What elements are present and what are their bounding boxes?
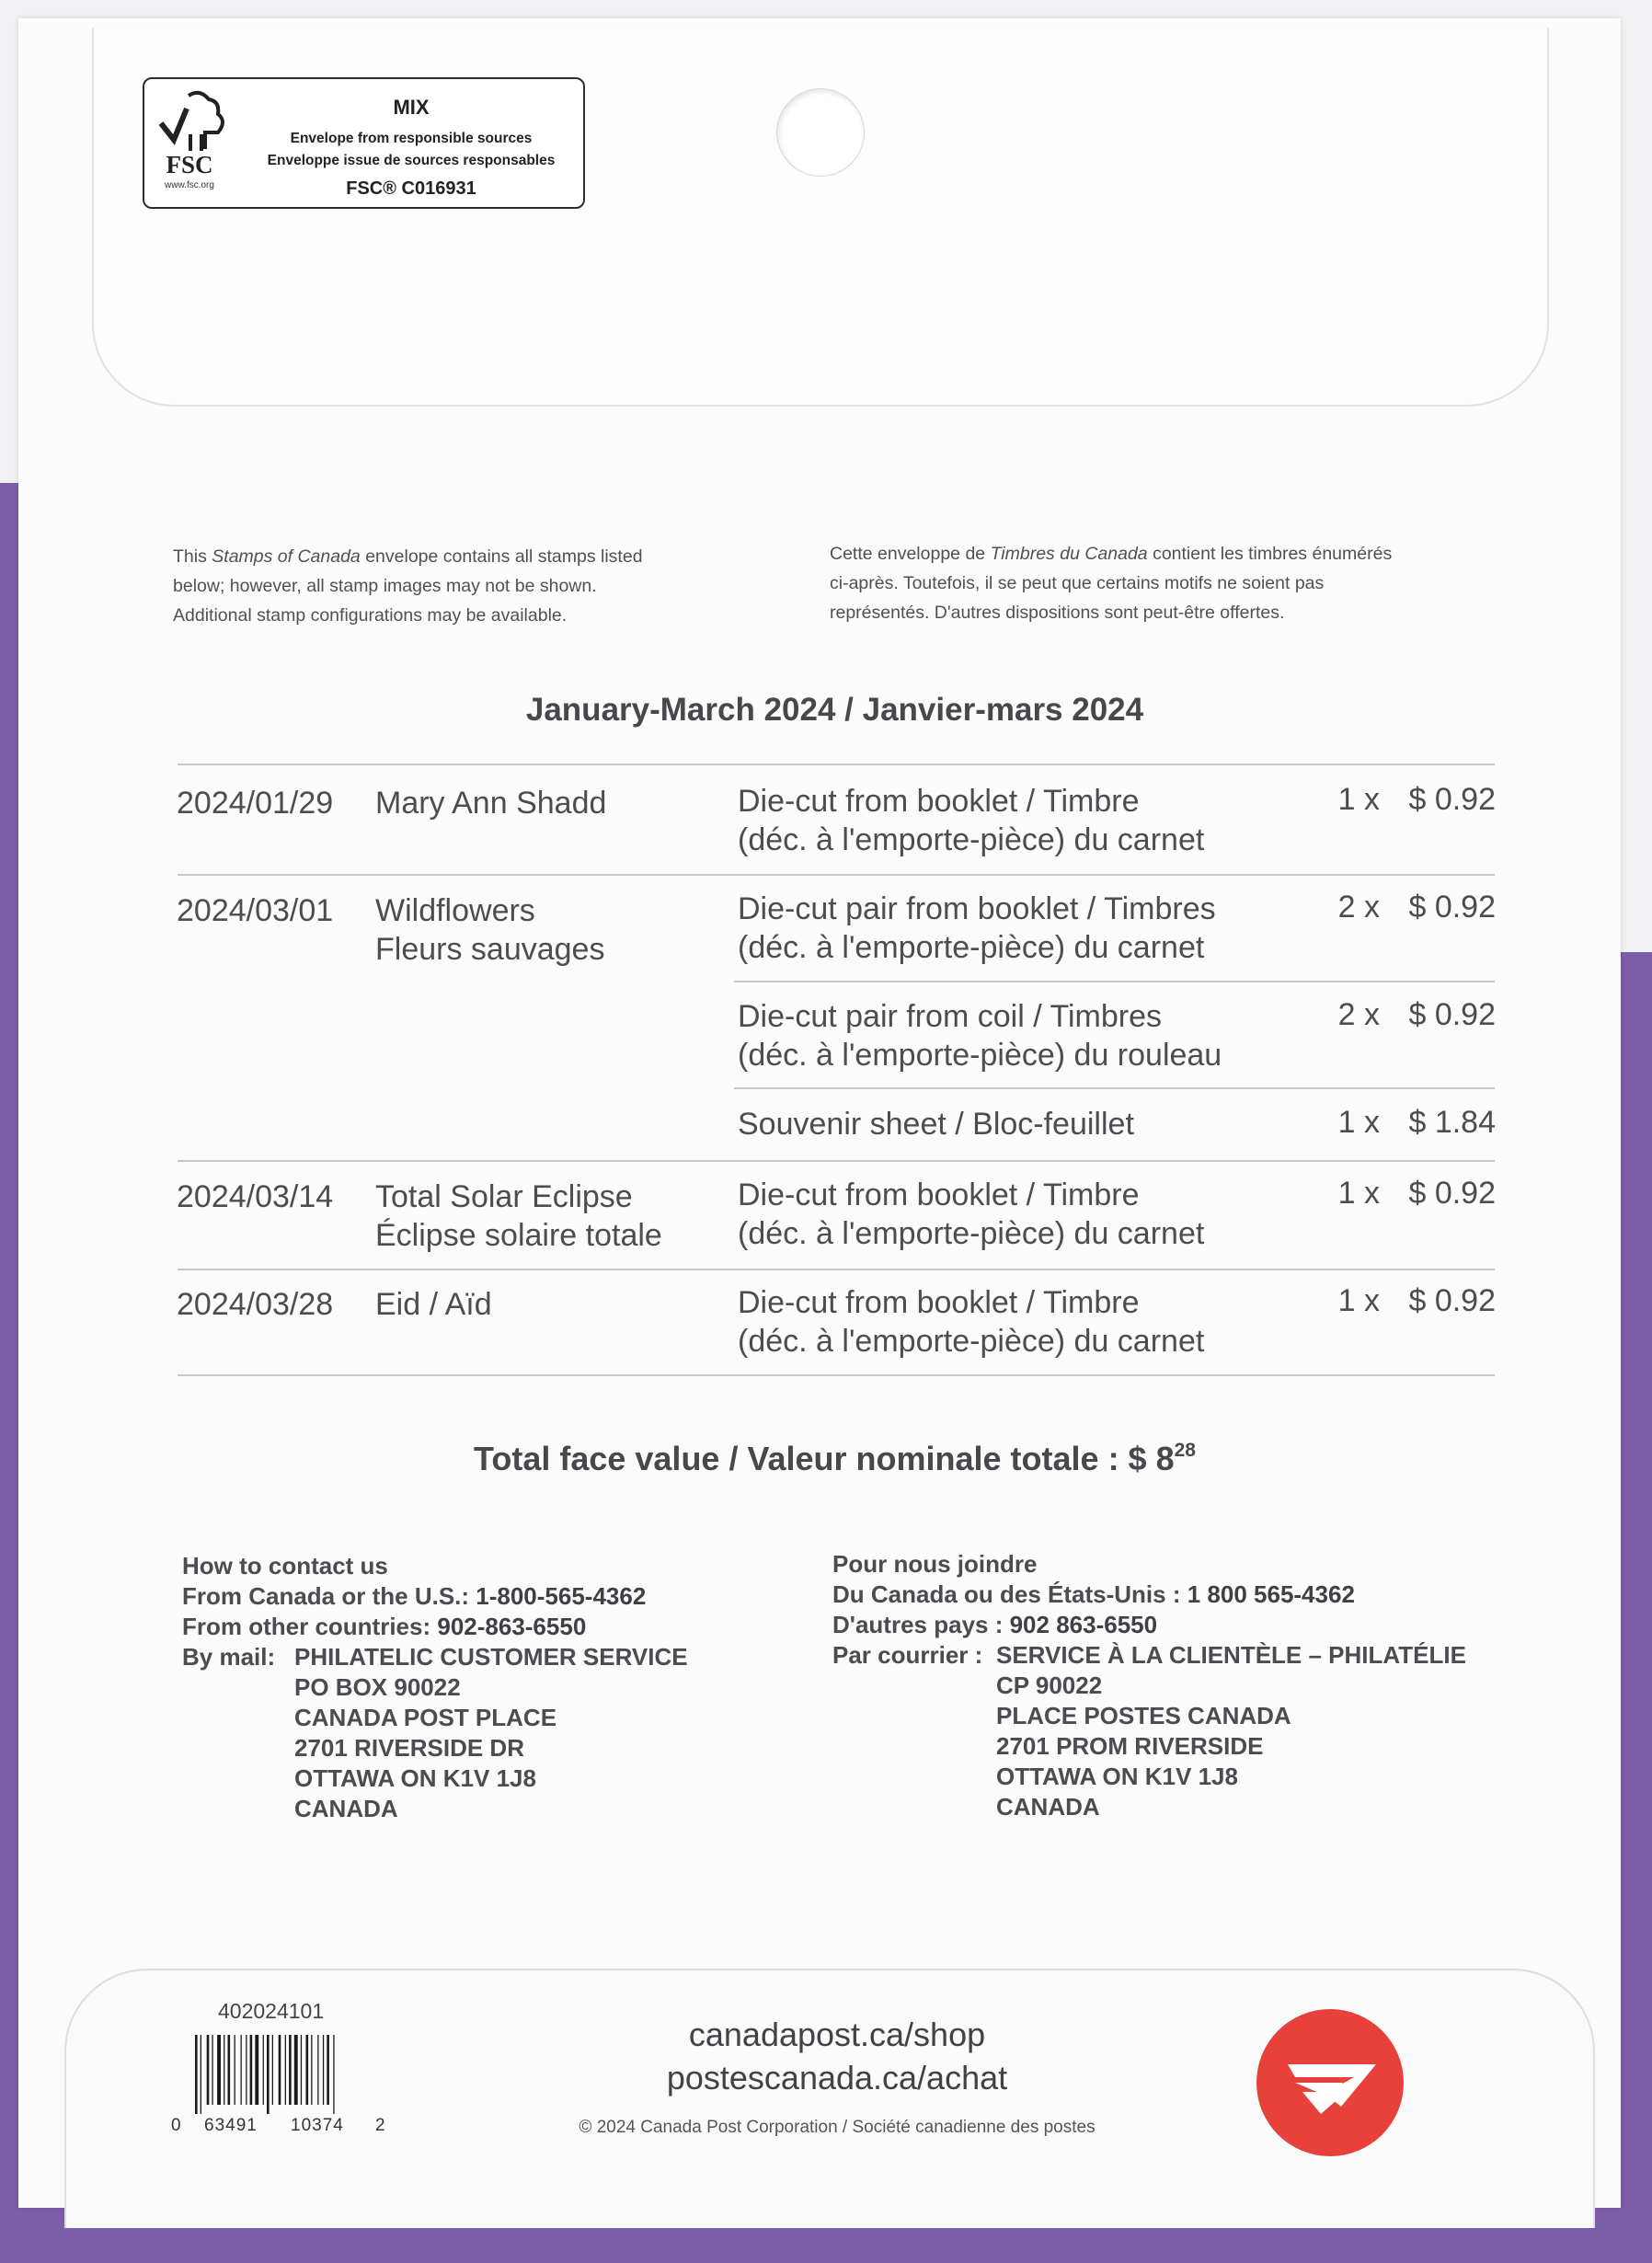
contact-en-address-line-6: CANADA xyxy=(294,1795,398,1822)
issue-3-format-1-value: $ 0.92 xyxy=(1408,1176,1496,1211)
barcode-bar xyxy=(263,2035,264,2105)
issue-3-format-1-desc-line-1: Die-cut from booklet / Timbre xyxy=(738,1177,1140,1212)
issue-4-date: 2024/03/28 xyxy=(177,1287,334,1322)
contact-en-canada-line: From Canada or the U.S.: 1-800-565-4362 xyxy=(182,1582,647,1610)
issue-3-name-fr: Éclipse solaire totale xyxy=(375,1218,662,1253)
issue-2-format-2-desc-line-1: Die-cut pair from coil / Timbres xyxy=(738,999,1162,1034)
barcode-bar xyxy=(267,2035,270,2114)
issue-1-format-1-value: $ 0.92 xyxy=(1408,782,1496,817)
contact-fr-heading: Pour nous joindre xyxy=(832,1550,1038,1578)
contact-en-address-line-5: OTTAWA ON K1V 1J8 xyxy=(294,1764,536,1792)
barcode-bar xyxy=(246,2035,247,2105)
contact-fr-canada-line: Du Canada ou des États-Unis : 1 800 565-4362 xyxy=(832,1580,1355,1608)
issue-2-format-3-qty: 1 x xyxy=(1337,1105,1380,1140)
contact-fr-address-line-5: OTTAWA ON K1V 1J8 xyxy=(996,1763,1238,1790)
upc-barcode xyxy=(193,2035,373,2114)
barcode-bar xyxy=(279,2035,281,2105)
barcode-bar xyxy=(333,2035,334,2114)
issue-4-format-1-qty: 1 x xyxy=(1337,1283,1380,1318)
barcode-bar xyxy=(228,2035,231,2105)
issue-2-format-1-desc-line-1: Die-cut pair from booklet / Timbres xyxy=(738,891,1216,926)
barcode-digit-first: 0 xyxy=(171,2116,182,2135)
contact-fr-other-line: D'autres pays : 902 863-6550 xyxy=(832,1611,1158,1638)
issue-4-name: Eid / Aïd xyxy=(375,1287,492,1322)
issue-4-format-1-desc-line-1: Die-cut from booklet / Timbre xyxy=(738,1285,1140,1320)
issue-2-date: 2024/03/01 xyxy=(177,893,334,928)
url-en[interactable]: canadapost.ca/shop xyxy=(688,2016,986,2053)
barcode-bar xyxy=(294,2035,298,2105)
issue-1-format-1-desc-line-1: Die-cut from booklet / Timbre xyxy=(738,784,1140,819)
barcode-digits-left: 63491 xyxy=(204,2116,258,2135)
url-fr[interactable]: postescanada.ca/achat xyxy=(666,2059,1008,2096)
table-rule-issue-2-format-1 xyxy=(734,981,1495,982)
canada-post-logo-icon xyxy=(1253,2005,1407,2160)
barcode-digit-last: 2 xyxy=(375,2116,386,2135)
contact-en-address-line-1: PHILATELIC CUSTOMER SERVICE xyxy=(294,1643,688,1671)
contact-fr-canada-phone: 1 800 565-4362 xyxy=(1187,1580,1355,1608)
issue-2-name-fr: Fleurs sauvages xyxy=(375,932,605,967)
barcode-bar xyxy=(323,2035,324,2105)
issue-3-name-en: Total Solar Eclipse xyxy=(375,1179,633,1214)
issue-2-format-1-desc-line-2: (déc. à l'emporte-pièce) du carnet xyxy=(738,930,1205,965)
barcode-bar xyxy=(255,2035,258,2105)
contact-fr-address-line-2: CP 90022 xyxy=(996,1671,1103,1699)
contact-fr-address-line-4: 2701 PROM RIVERSIDE xyxy=(996,1732,1264,1760)
barcode-bar xyxy=(207,2035,210,2105)
table-rule-issue-2-format-2 xyxy=(734,1087,1495,1089)
fsc-mix-label: MIX xyxy=(393,96,430,119)
issue-3-format-1-desc-line-2: (déc. à l'emporte-pièce) du carnet xyxy=(738,1216,1205,1251)
barcode-digits-right: 10374 xyxy=(291,2116,344,2135)
contact-fr-address-line-6: CANADA xyxy=(996,1793,1100,1821)
contact-en-address-line-4: 2701 RIVERSIDE DR xyxy=(294,1734,524,1762)
issue-2-name-en: Wildflowers xyxy=(375,893,535,928)
barcode-bar xyxy=(241,2035,242,2105)
issue-1-format-1-qty: 1 x xyxy=(1337,782,1380,817)
issue-1-date: 2024/01/29 xyxy=(177,786,334,821)
issue-3-format-1-qty: 1 x xyxy=(1337,1176,1380,1211)
issue-3-date: 2024/03/14 xyxy=(177,1179,334,1214)
intro-en-line-2: below; however, all stamp images may not be shown. xyxy=(173,576,597,596)
intro-fr-line-1: Cette enveloppe de Timbres du Canada contient les timbres énumérés xyxy=(830,544,1393,564)
contact-en-address-line-2: PO BOX 90022 xyxy=(294,1673,461,1701)
contact-fr-mail-label: Par courrier : xyxy=(832,1641,983,1669)
barcode-bar xyxy=(195,2035,198,2114)
product-number: 402024101 xyxy=(218,1999,325,2023)
intro-note-fr xyxy=(830,539,1529,627)
barcode-bar xyxy=(217,2035,221,2105)
contact-fr-address-line-1: SERVICE À LA CLIENTÈLE – PHILATÉLIE xyxy=(996,1641,1466,1669)
issue-2-format-1-qty: 2 x xyxy=(1337,890,1380,925)
total-face-value: Total face value / Valeur nominale totale : $ $8^{28}$ xyxy=(474,1440,1196,1477)
barcode-bar xyxy=(317,2035,318,2105)
issue-2-format-3-value: $ 1.84 xyxy=(1408,1105,1496,1140)
barcode-bar xyxy=(272,2035,273,2105)
table-rule-issue-2 xyxy=(178,1160,1495,1162)
issue-1-name: Mary Ann Shadd xyxy=(375,786,607,821)
fsc-line-fr: Enveloppe issue de sources responsables xyxy=(267,153,556,168)
barcode-bar xyxy=(250,2035,253,2105)
intro-fr-line-3: représentés. D'autres dispositions sont peut-être offertes. xyxy=(830,603,1285,623)
issue-2-format-3-desc: Souvenir sheet / Bloc-feuillet xyxy=(738,1107,1134,1142)
table-rule-bottom xyxy=(178,1374,1495,1376)
contact-en-other-line: From other countries: 902-863-6550 xyxy=(182,1613,587,1640)
fsc-license-code: FSC® C016931 xyxy=(346,178,476,199)
issue-1-format-1-desc-line-2: (déc. à l'emporte-pièce) du carnet xyxy=(738,822,1205,857)
barcode-bar xyxy=(301,2035,302,2105)
barcode-bar xyxy=(311,2035,312,2105)
issue-2-format-2-value: $ 0.92 xyxy=(1408,997,1496,1032)
barcode-bar xyxy=(306,2035,309,2105)
table-rule-top xyxy=(178,764,1495,765)
issue-4-format-1-value: $ 0.92 xyxy=(1408,1283,1496,1318)
fsc-certification-label xyxy=(143,77,585,209)
contact-en-other-phone: 902-863-6550 xyxy=(437,1613,587,1640)
barcode-bar xyxy=(285,2035,286,2105)
contact-fr-other-phone: 902 863-6550 xyxy=(1009,1611,1158,1638)
issue-2-format-2-desc-line-2: (déc. à l'emporte-pièce) du rouleau xyxy=(738,1038,1222,1073)
intro-note-en xyxy=(173,542,762,630)
issue-2-format-1-value: $ 0.92 xyxy=(1408,890,1496,925)
contact-en-address-line-3: CANADA POST PLACE xyxy=(294,1704,557,1731)
contact-en-heading: How to contact us xyxy=(182,1552,388,1580)
table-rule-issue-1 xyxy=(178,874,1495,876)
issue-4-format-1-desc-line-2: (déc. à l'emporte-pièce) du carnet xyxy=(738,1324,1205,1359)
hang-hole xyxy=(776,88,865,177)
intro-en-line-1: This Stamps of Canada envelope contains all stamps listed xyxy=(173,546,643,567)
intro-fr-line-2: ci-après. Toutefois, il se peut que certains motifs ne soient pas xyxy=(830,573,1325,593)
copyright-notice: © 2024 Canada Post Corporation / Société canadienne des postes xyxy=(579,2118,1096,2137)
intro-en-line-3: Additional stamp configurations may be available. xyxy=(173,605,568,626)
issue-2-format-2-qty: 2 x xyxy=(1337,997,1380,1032)
fsc-logo-text: FSC xyxy=(166,151,213,178)
contact-en-canada-phone: 1-800-565-4362 xyxy=(476,1582,647,1610)
barcode-bar xyxy=(289,2035,292,2105)
contact-en-mail-label: By mail: xyxy=(182,1643,276,1671)
barcode-bar xyxy=(327,2035,329,2105)
period-title: January-March 2024 / Janvier-mars 2024 xyxy=(525,692,1144,728)
table-rule-issue-3 xyxy=(178,1269,1495,1270)
total-cents: 28 xyxy=(1174,1440,1196,1461)
contact-fr-address-line-3: PLACE POSTES CANADA xyxy=(996,1702,1291,1729)
fsc-logo-url: www.fsc.org xyxy=(165,180,214,190)
fsc-line-en: Envelope from responsible sources xyxy=(290,131,533,146)
